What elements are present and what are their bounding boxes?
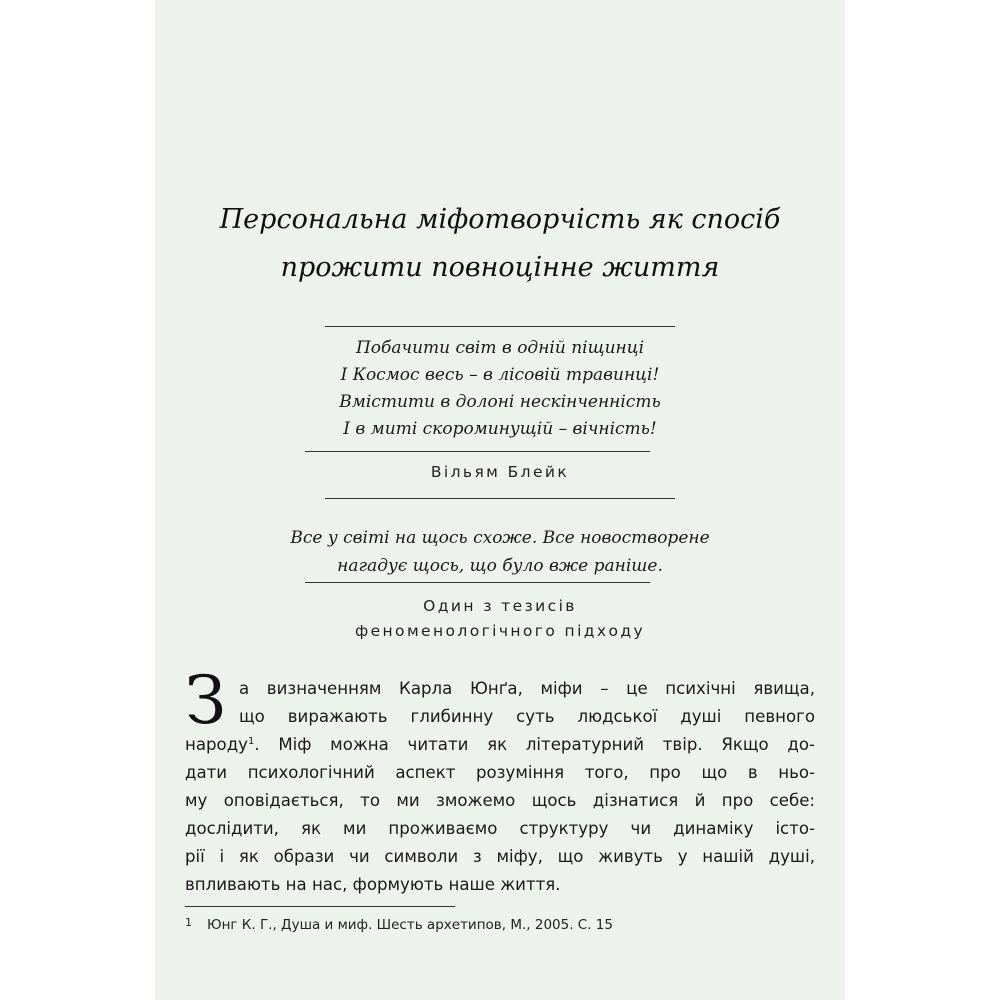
book-page [155, 0, 845, 1000]
chapter-title-line: Персональна міфотворчість як спосіб [219, 204, 781, 235]
footnote-reference[interactable]: 1 [248, 736, 255, 747]
epigraph-author [155, 460, 845, 485]
verse-line: Вмістити в долоні нескінченність [339, 392, 661, 412]
second-epigraph-source [155, 594, 845, 644]
source-line: Один з тезисів [423, 597, 577, 615]
footnote-text: Юнг К. Г., Душа и миф. Шесть архетипов, М., 2005. С. 15 [207, 917, 613, 933]
body-text-fragment: . Міф можна читати як літературний твір. Якщо до- [254, 735, 815, 754]
body-line: дати психологічний аспект розуміння того, про що в ньо- [185, 763, 815, 782]
body-line [185, 731, 815, 759]
verse-line: І в миті скороминущій – вічність! [343, 419, 657, 439]
source-line: феноменологічного підходу [354, 622, 646, 640]
verse-line: І Космос весь – в лісовій травинці! [340, 365, 660, 385]
footnote-rule [185, 906, 455, 907]
body-line: а визначенням Карла Юнґа, міфи – це психічні явища, [239, 679, 815, 698]
body-line: впливають на нас, формують наше життя. [185, 875, 561, 894]
body-line: дослідити, як ми проживаємо структуру чи динаміку істо- [185, 819, 815, 838]
epigraph-divider-rule [305, 451, 650, 452]
body-line: що виражають глибинну суть людської душі певного [239, 707, 815, 726]
chapter-title-line: прожити повноцінне життя [280, 252, 720, 283]
drop-cap: З [185, 662, 227, 739]
second-epigraph-rule [325, 498, 675, 499]
quote-line: нагадує щось, що було вже раніше. [337, 556, 663, 576]
chapter-title [155, 196, 845, 292]
epigraph-verse [155, 335, 845, 443]
epigraph-author-name: Вільям Блейк [430, 463, 570, 481]
epigraph-top-rule [325, 326, 675, 327]
body-line: рії і як образи чи символи з міфу, що живуть у нашій душі, [185, 847, 815, 866]
second-epigraph [155, 524, 845, 580]
body-text-fragment: народу [185, 735, 248, 754]
footnote [185, 916, 815, 933]
quote-line: Все у світі на щось схоже. Все новостворене [290, 528, 710, 548]
footnote-mark: 1 [185, 916, 192, 929]
second-epigraph-divider-rule [305, 582, 650, 583]
body-line: му оповідається, то ми зможемо щось дізнатися й про себе: [185, 791, 815, 810]
verse-line: Побачити світ в одній піщинці [355, 338, 645, 358]
body-paragraph [185, 675, 815, 899]
